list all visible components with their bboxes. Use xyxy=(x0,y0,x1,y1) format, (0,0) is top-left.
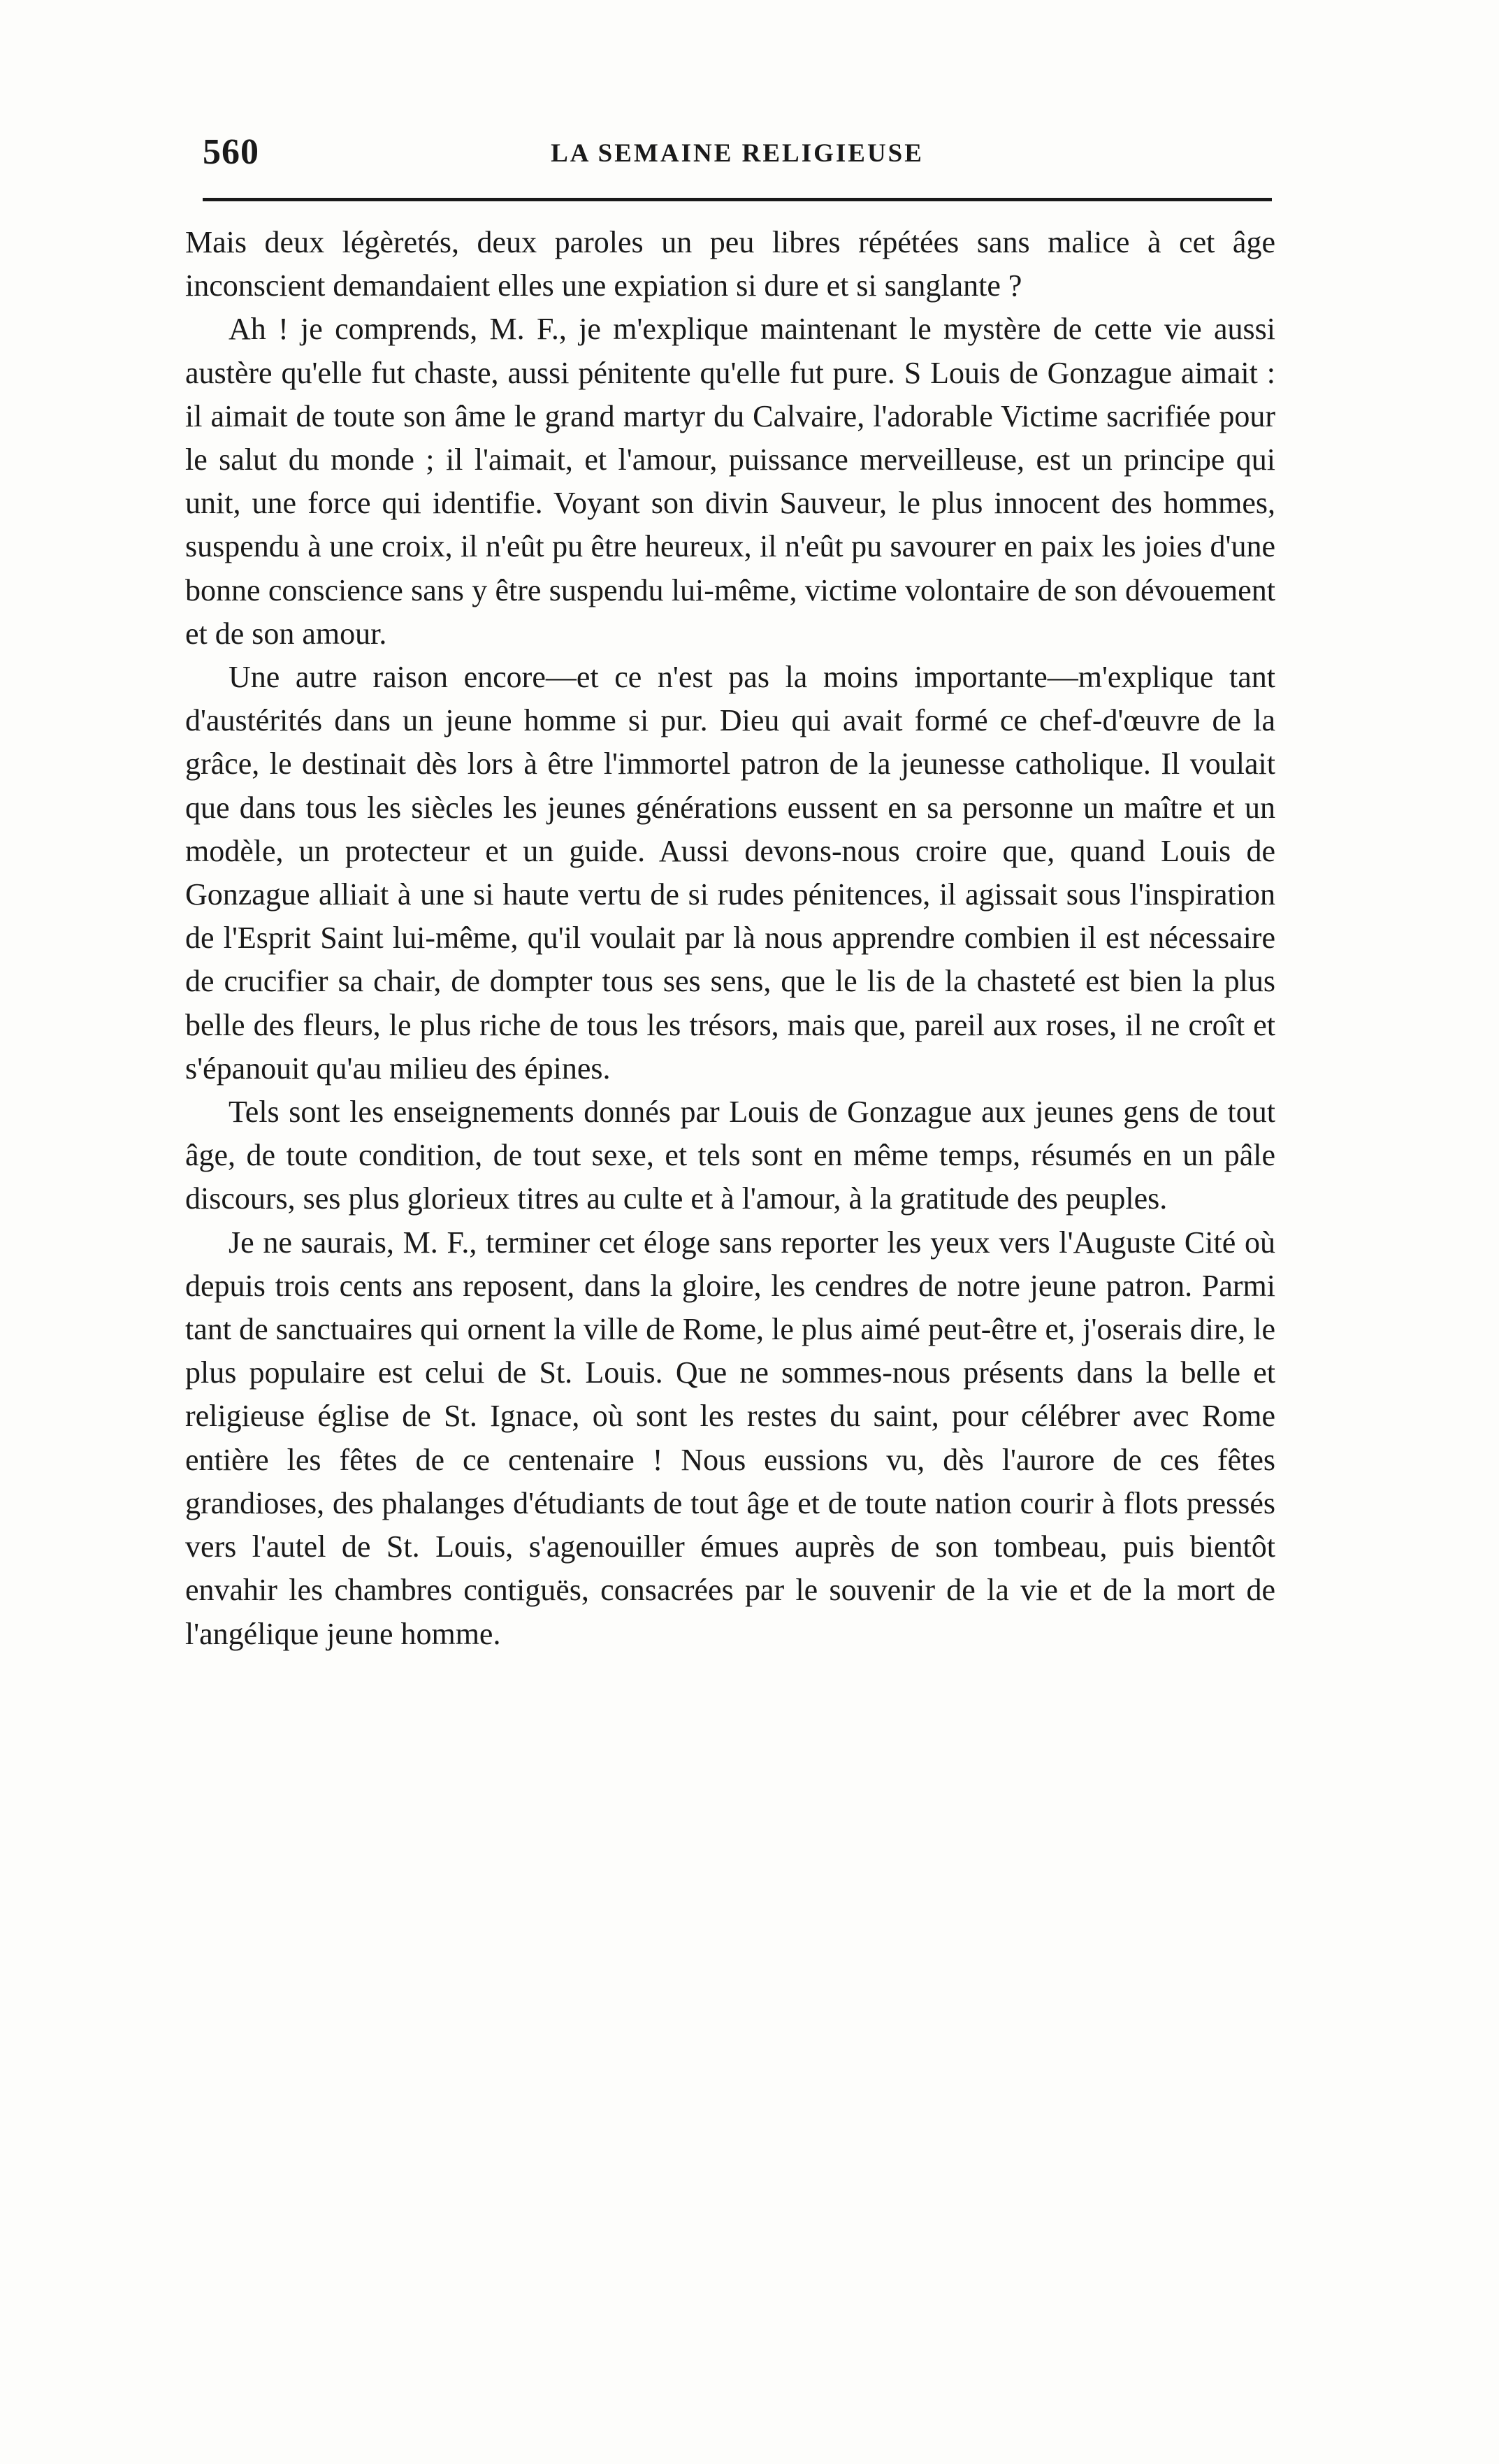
paragraph: Tels sont les enseignements donnés par Louis de Gonzague aux jeunes gens de tout âge, de toute condition, de tout sexe, et tels sont en même temps, résumés en un pâle discours, ses plus glorieux titres au culte et à l'amour, à la gratitude des peuples. xyxy=(185,1095,1275,1216)
paragraph: Je ne saurais, M. F., terminer cet éloge sans reporter les yeux vers l'Auguste Cité où depuis trois cents ans reposent, dans la gloire, les cendres de notre jeune patron. Parmi tant de sanctuaires qui ornent la ville de Rome, le plus aimé peut-être et, j'oserais dire, le plus populaire est celui de St. Louis. Que ne sommes-nous présents dans la belle et religieuse église de St. Ignace, où sont les restes du saint, pour célébrer avec Rome entière les fêtes de ce centenaire ! Nous eussions vu, dès l'aurore de ces fêtes grandioses, des phalanges d'étudiants de tout âge et de toute nation courir à flots pressés vers l'autel de St. Louis, s'agenouiller émues auprès de son tombeau, puis bientôt envahir les chambres contiguës, consacrées par le souvenir de la vie et de la mort de l'angélique jeune homme. xyxy=(185,1225,1275,1651)
running-title: LA SEMAINE RELIGIEUSE xyxy=(551,139,924,168)
page-number: 560 xyxy=(203,132,259,172)
page-header xyxy=(203,131,1272,180)
header-rule xyxy=(203,198,1272,201)
paragraph: Ah ! je comprends, M. F., je m'explique maintenant le mystère de cette vie aussi austère qu'elle fut chaste, aussi pénitente qu'elle fut pure. S Louis de Gonzague aimait : il aimait de toute son âme le grand martyr du Calvaire, l'adorable Victime sacrifiée pour le salut du monde ; il l'aimait, et l'amour, puissance merveilleuse, est un principe qui unit, une force qui identifie. Voyant son divin Sauveur, le plus innocent des hommes, suspendu à une croix, il n'eût pu être heureux, il n'eût pu savourer en paix les joies d'une bonne conscience sans y être suspendu lui-même, victime volontaire de son dévouement et de son amour. xyxy=(185,312,1275,651)
body-text xyxy=(185,221,1275,1656)
paragraph: Une autre raison encore—et ce n'est pas la moins importante—m'explique tant d'austérités dans un jeune homme si pur. Dieu qui avait formé ce chef-d'œuvre de la grâce, le destinait dès lors à être l'immortel patron de la jeunesse catholique. Il voulait que dans tous les siècles les jeunes générations eussent en sa personne un maître et un modèle, un protecteur et un guide. Aussi devons-nous croire que, quand Louis de Gonzague alliait à une si haute vertu de si rudes pénitences, il agissait sous l'inspiration de l'Esprit Saint lui-même, qu'il voulait par là nous apprendre combien il est nécessaire de crucifier sa chair, de dompter tous ses sens, que le lis de la chasteté est bien la plus belle des fleurs, le plus riche de tous les trésors, mais que, pareil aux roses, il ne croît et s'épanouit qu'au milieu des épines. xyxy=(185,660,1275,1086)
paragraph: Mais deux légèretés, deux paroles un peu libres répétées sans malice à cet âge inconscient demandaient elles une expiation si dure et si sanglante ? xyxy=(185,225,1275,303)
